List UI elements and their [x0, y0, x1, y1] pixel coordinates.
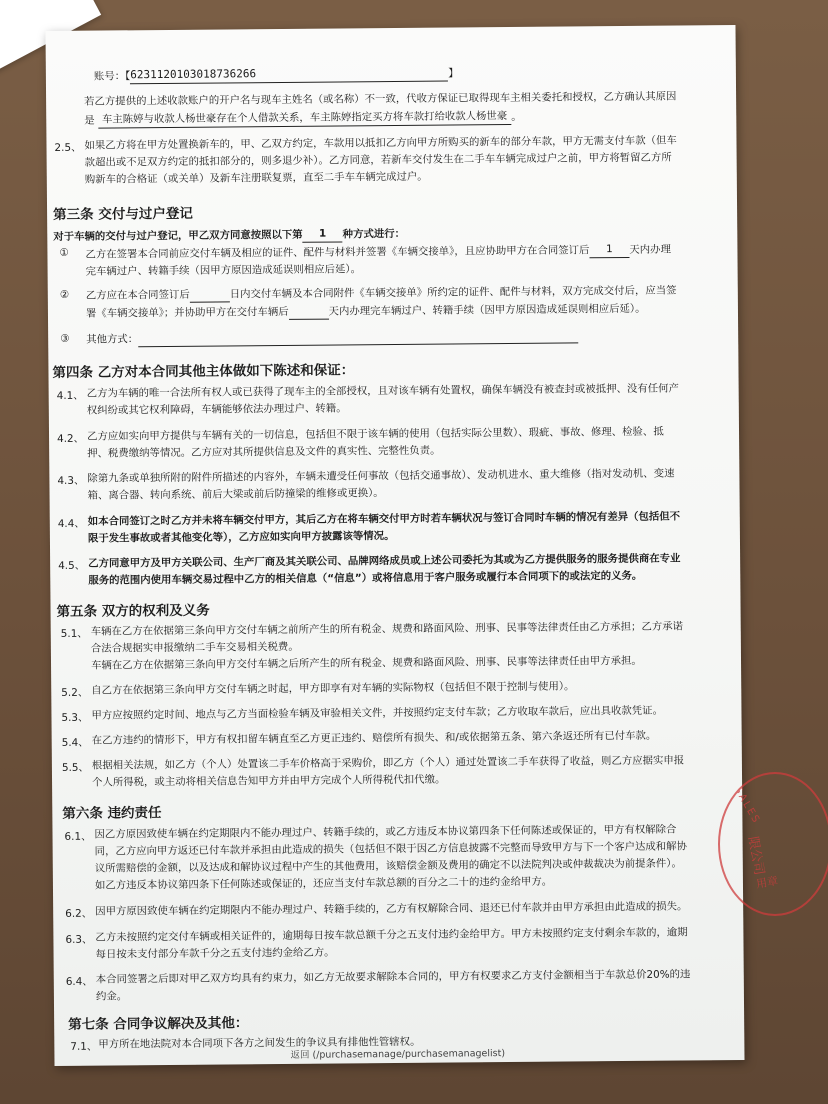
clause-6-1-line-1: 因乙方原因致使车辆在约定期限内不能办理过户、转籍手续的，或乙方违反本协议第四条下任何陈述或保证的，甲方有权解除合	[94, 823, 677, 841]
clause-number: 4.4、	[57, 517, 85, 530]
footer-url: 返回 (/purchasemanage/purchasemanagelist)	[290, 1048, 506, 1061]
intro-line-1: 若乙方提供的上述收款账户的开户名与现车主姓名（或名称）不一致，代收方保证已取得现车主相关委托和授权，乙方确认其原因	[84, 90, 677, 108]
clause-number: 5.4、	[61, 736, 89, 749]
option-1-days: 1	[589, 242, 629, 258]
clause-4-5-line-1: 乙方同意甲方及甲方关联公司、生产厂商及其关联公司、品牌网络成员或上述公司委托为其或为乙方提供服务的服务提供商在专业	[88, 552, 681, 570]
clause-4-1-line-2: 权纠纷或其它权利障碍，车辆能够依法办理过户、转籍。	[86, 402, 347, 417]
clause-4-3-line-2: 箱、离合器、转向系统、前后大梁或前后防撞梁的维修或更换）。	[87, 487, 384, 502]
option-2-marker: ②	[59, 288, 70, 301]
clause-number: 5.2、	[61, 686, 89, 699]
option-2-days-blank	[190, 289, 230, 302]
clause-number: 4.5、	[58, 559, 86, 572]
section-3-title: 第三条 交付与过户登记	[53, 205, 193, 223]
intro-line-2: 是 车主陈婷与收款人杨世豪存在个人借款关系，车主陈婷指定买方将车款打给收款人杨世豪 。	[84, 110, 522, 127]
clause-6-4-line-2: 约金。	[95, 990, 128, 1003]
clause-4-1-line-1: 乙方为车辆的唯一合法所有权人或已获得了现车主的全部授权，且对该车辆有处置权，确保车辆没有被查封或被抵押、没有任何产	[86, 382, 679, 400]
clause-2-5-line-1: 如果乙方将在甲方处置换新车的，甲、乙双方约定，车款用以抵扣乙方向甲方所购买的新车的部分车款，甲方无需支付车款（但车	[84, 134, 677, 152]
clause-number: 6.4、	[65, 975, 93, 988]
clause-5-2-line-1: 自乙方在依据第三条向甲方交付车辆之时起，甲方即享有对车辆的实际物权（包括但不限于控制与使用）。	[91, 680, 575, 697]
option-1-line-2: 完车辆过户、转籍手续（因甲方原因造成延误则相应后延）。	[85, 263, 362, 278]
section-5-title: 第五条 双方的权利及义务	[56, 602, 210, 620]
clause-number: 6.1、	[64, 830, 92, 843]
option-3-line: 其他方式：	[86, 328, 578, 347]
clause-4-2-line-1: 乙方应如实向甲方提供与车辆有关的一切信息，包括但不限于该车辆的使用（包括实际公里数）、瑕疵、事故、修理、检验、抵	[86, 425, 664, 443]
clause-6-1-line-3: 议所需赔偿的金额，以及达成和解协议过程中产生的其他费用，该赔偿金额及费用的确定不以法院判决或仲裁裁决为前提条件）。	[94, 857, 682, 875]
clause-5-5-line-2: 个人所得税，或主动将相关信息告知甲方并由甲方完成个人所得税代扣代缴。	[92, 773, 446, 789]
clause-number: 2.5、	[54, 141, 82, 154]
section-3-lead: 对于车辆的交付与过户登记，甲乙双方同意按照以下第 1 种方式进行：	[53, 227, 406, 243]
account-number: 6231120103018736266	[130, 66, 448, 84]
clause-4-5-line-2: 服务的范围内使用车辆交易过程中乙方的相关信息（“信息”）或将信息用于客户服务或履行本合同项下的或法定的义务。	[88, 569, 643, 587]
clause-4-4-line-2: 限于发生事故或者其他变化等），乙方应如实向甲方披露该等情况。	[87, 530, 395, 545]
clause-5-5-line-1: 根据相关法规，如乙方（个人）处置该二手车价格高于采购价，即乙方（个人）通过处置该二手车获得了收益，则乙方应据实申报	[91, 754, 685, 772]
clause-6-1-line-2: 同，乙方应向甲方返还已付车款并承担由此造成的损失（包括但不限于因乙方信息披露不完整而导致甲方与下一个客户达成和解协	[94, 840, 687, 858]
clause-5-1-line-1: 车辆在乙方在依据第三条向甲方交付车辆之前所产生的所有税金、规费和路面风险、刑事、民事等法律责任由乙方承担；乙方承诺	[90, 620, 684, 638]
option-2-line-2: 署《车辆交接单》；并协助甲方在交付车辆后 天内办理完车辆过户、转籍手续（因甲方原因造成延误则相应后延）。	[85, 302, 646, 320]
option-2-line-1: 乙方应在本合同签订后 日内交付车辆及本合同附件《车辆交接单》所约定的证件、配件与材料，双方完成交付后，应当签	[85, 284, 677, 302]
other-method-blank	[138, 330, 578, 347]
clause-6-1-line-4: 如乙方违反本协议第四条下任何陈述或保证的，还应当支付车款总额的百分之二十的违约金给甲方。	[94, 875, 553, 892]
option-2-transfer-blank	[289, 306, 329, 319]
clause-5-4-line-1: 在乙方违约的情形下，甲方有权扣留车辆直至乙方更正违约、赔偿所有损失、和/或依据第五条、第六条返还所有已付车款。	[91, 729, 657, 747]
clause-number: 4.1、	[56, 389, 84, 402]
section-4-title: 第四条 乙方对本合同其他主体做如下陈述和保证：	[52, 362, 355, 381]
clause-2-5-line-2: 款超出或不足双方约定的抵扣部分的，则多退少补）。乙方同意，若新车交付发生在二手车车辆完成过户之前，甲方将暂留乙方所	[84, 151, 672, 169]
company-seal: SALES 限公司 用章	[718, 772, 828, 916]
section-6-title: 第六条 违约责任	[62, 805, 162, 822]
clause-6-3-line-2: 每日按未支付部分车款千分之五支付违约金给乙方。	[95, 946, 335, 961]
clause-5-3-line-1: 甲方应按照约定时间、地点与乙方当面检验车辆及审验相关文件，并按照约定支付车款；乙方收取车款后，应出具收款凭证。	[91, 704, 663, 722]
clause-7-1-line-1: 甲方所在地法院对本合同项下各方之间发生的争议具有排他性管辖权。	[98, 1035, 421, 1051]
section-7-title: 第七条 合同争议解决及其他：	[68, 1015, 249, 1033]
clause-number: 6.2、	[65, 907, 93, 920]
clause-6-3-line-1: 乙方未按照约定交付车辆或相关证件的，逾期每日按车款总额千分之五支付违约金给甲方。甲方未按照约定支付剩余车款的，逾期	[95, 926, 688, 944]
method-choice: 1	[303, 226, 343, 242]
clause-4-4-line-1: 如本合同签订之时乙方并未将车辆交付甲方，其后乙方在将车辆交付甲方时若车辆状况与签订合同时车辆的情况有差异（包括但不	[87, 510, 681, 528]
clause-number: 5.3、	[61, 711, 89, 724]
clause-6-2-line-1: 因甲方原因致使车辆在约定期限内不能办理过户、转籍手续的，乙方有权解除合同、退还已付车款并由甲方承担由此造成的损失。	[95, 900, 688, 918]
clause-number: 5.1、	[60, 627, 88, 640]
clause-6-4-line-1: 本合同签署之后即对甲乙双方均具有约束力，如乙方无故要求解除本合同的，甲方有权要求乙方支付金额相当于车款总价20%的违	[95, 968, 691, 986]
clause-2-5-line-3: 购新车的合格证（或关单）及新车注册联复票，直至二手车车辆完成过户。	[84, 170, 428, 186]
reason-blank: 车主陈婷与收款人杨世豪存在个人借款关系，车主陈婷指定买方将车款打给收款人杨世豪	[98, 109, 511, 128]
clause-number: 5.5、	[61, 761, 89, 774]
clause-number: 4.2、	[57, 432, 85, 445]
account-label: 账号：【	[93, 70, 131, 83]
clause-number: 4.3、	[57, 474, 85, 487]
clause-5-1-line-2: 合法合规据实申报缴纳二手车交易相关税费。	[90, 640, 299, 655]
clause-number: 7.1、	[70, 1040, 98, 1053]
account-line	[94, 65, 459, 84]
clause-5-1-line-3: 车辆在乙方在依据第三条向甲方交付车辆之后所产生的所有税金、规费和路面风险、刑事、民事等法律责任由甲方承担。	[90, 654, 642, 672]
clause-4-2-line-2: 押、税费缴纳等情况。乙方应对其所提供信息及文件的真实性、完整性负责。	[87, 444, 441, 460]
option-3-marker: ③	[60, 332, 70, 345]
option-1-line-1: 乙方在签署本合同前应交付车辆及相应的证件、配件与材料并签署《车辆交接单》，且应协助甲方在合同签订后 1 天内办理	[85, 243, 671, 261]
clause-number: 6.3、	[65, 933, 93, 946]
clause-4-3-line-1: 除第九条或单独所附的附件所描述的内容外，车辆未遭受任何事故（包括交通事故）、发动机进水、重大维修（指对发动机、变速	[87, 467, 675, 485]
option-1-marker: ①	[59, 246, 69, 259]
account-close: 】	[448, 67, 459, 80]
contract-page	[45, 25, 744, 1066]
